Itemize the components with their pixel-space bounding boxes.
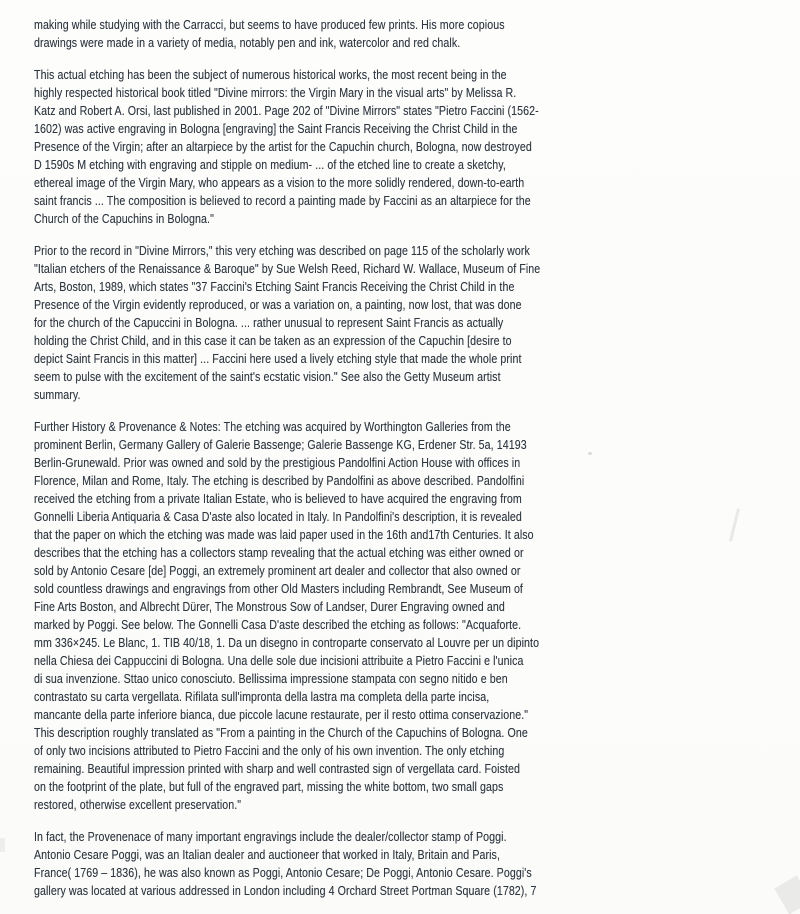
scan-artifact	[729, 508, 740, 542]
text-line: Prior to the record in "Divine Mirrors," this very etching was described on page 115 of the scholarly work	[34, 243, 530, 258]
text-line: Berlin-Grunewald. Prior was owned and sold by the prestigious Pandolfini Action House with offices in	[34, 455, 521, 470]
text-line: Further History & Provenance & Notes: The etching was acquired by Worthington Galleries from the	[34, 419, 511, 434]
paragraph	[34, 418, 594, 814]
text-line: on the footprint of the plate, but full of the engraved part, missing the white bottom, two small gaps	[34, 779, 504, 794]
text-line: D 1590s M etching with engraving and stipple on medium- ... of the etched line to create a sketchy,	[34, 157, 506, 172]
paragraph	[34, 242, 594, 404]
paragraph	[34, 66, 594, 228]
text-line: Presence of the Virgin; after an altarpiece by the artist for the Capuchin church, Bologna, now destroyed	[34, 139, 532, 154]
text-line: depict Saint Francis in this matter] ... Faccini here used a lively etching style that made the whole print	[34, 351, 522, 366]
text-line: making while studying with the Carracci, but seems to have produced few prints. His more copious	[34, 17, 505, 32]
text-line: of only two incisions attributed to Pietro Faccini and the only of his own invention. The only etching	[34, 743, 505, 758]
text-line: "Italian etchers of the Renaissance & Baroque" by Sue Welsh Reed, Richard W. Wallace, Museum of Fine	[34, 261, 541, 276]
text-line: highly respected historical book titled "Divine mirrors: the Virgin Mary in the visual arts" by Melissa R.	[34, 85, 517, 100]
text-line: holding the Christ Child, and in this case it can be taken as an expression of the Capuchin [desire to	[34, 333, 512, 348]
text-line: Church of the Capuchins in Bologna."	[34, 211, 214, 226]
text-line: contrastato su carta vergellata. Rifilata sull'impronta della lastra ma completa della parte incisa,	[34, 689, 490, 704]
page-text	[34, 16, 594, 914]
text-line: summary.	[34, 387, 81, 402]
text-line: mancante della parte inferiore bianca, due piccole lacune restaurate, per il resto ottima conservazione."	[34, 707, 529, 722]
text-line: Presence of the Virgin evidently reproduced, or was a variation on, a painting, now lost, that was done	[34, 297, 522, 312]
paragraph	[34, 828, 594, 900]
scan-artifact	[0, 838, 5, 852]
text-line: di sua invenzione. Sttao unico conosciuto. Bellissima impressione stampata con segno nitido e ben	[34, 671, 508, 686]
text-line: received the etching from a private Italian Estate, who is believed to have acquired the engraving from	[34, 491, 522, 506]
text-line: Gonnelli Liberia Antiquaria & Casa D'aste also located in Italy. In Pandolfini's description, it is revealed	[34, 509, 522, 524]
text-line: that the paper on which the etching was made was laid paper used in the 16th and17th Centuries. It also	[34, 527, 534, 542]
text-line: restored, otherwise excellent preservation."	[34, 797, 242, 812]
text-line: Katz and Robert A. Orsi, last published in 2001. Page 202 of "Divine Mirrors" states "Pietro Faccini (1562-	[34, 103, 539, 118]
paragraph	[34, 16, 594, 52]
text-line: Florence, Milan and Rome, Italy. The etching is described by Pandolfini as above described. Pandolfini	[34, 473, 525, 488]
text-line: sold countless drawings and engravings from other Old Masters including Rembrandt, See Museum of	[34, 581, 523, 596]
text-line: describes that the etching has a collectors stamp revealing that the actual etching was either owned or	[34, 545, 524, 560]
text-line: ethereal image of the Virgin Mary, who appears as a vision to the more solidly rendered, down-to-earth	[34, 175, 525, 190]
text-line: mm 336×245. Le Blanc, 1. TIB 40/18, 1. Da un disegno in controparte conservato al Louvre per un dipinto	[34, 635, 540, 650]
text-line: In fact, the Provenenace of many important engravings include the dealer/collector stamp of Poggi.	[34, 829, 507, 844]
text-line: gallery was located at various addressed in London including 4 Orchard Street Portman Square (1782), 7	[34, 883, 537, 898]
text-line: Arts, Boston, 1989, which states "37 Faccini's Etching Saint Francis Receiving the Christ Child in the	[34, 279, 515, 294]
text-line: Fine Arts Boston, and Albrecht Dürer, The Monstrous Sow of Landser, Durer Engraving owned and	[34, 599, 505, 614]
text-line: remaining. Beautiful impression printed with sharp and well contrasted sign of vergellata card. Foisted	[34, 761, 520, 776]
text-line: nella Chiesa dei Cappuccini di Bologna. Una delle sole due incisioni attribuite a Pietro Faccini e l'unica	[34, 653, 524, 668]
text-line: prominent Berlin, Germany Gallery of Galerie Bassenge; Galerie Bassenge KG, Erdener Str. 5a, 14193	[34, 437, 527, 452]
text-line: for the church of the Capuccini in Bologna. ... rather unusual to represent Saint Francis as actually	[34, 315, 504, 330]
scan-artifact	[774, 876, 800, 914]
text-line: seem to pulse with the excitement of the saint's ecstatic vision." See also the Getty Museum artist	[34, 369, 501, 384]
text-line: This description roughly translated as "From a painting in the Church of the Capuchins of Bologna. One	[34, 725, 528, 740]
text-line: 1602) was active engraving in Bologna [engraving] the Saint Francis Receiving the Christ Child in the	[34, 121, 518, 136]
text-line: drawings were made in a variety of media, notably pen and ink, watercolor and red chalk.	[34, 35, 461, 50]
text-line: saint francis ... The composition is believed to record a painting made by Faccini as an altarpiece for the	[34, 193, 531, 208]
text-line: sold by Antonio Cesare [de] Poggi, an extremely prominent art dealer and collector that also owned or	[34, 563, 521, 578]
text-line: France( 1769 – 1836), he was also known as Poggi, Antonio Cesare; De Poggi, Antonio Cesare. Poggi's	[34, 865, 532, 880]
text-line: This actual etching has been the subject of numerous historical works, the most recent being in the	[34, 67, 507, 82]
text-line: Antonio Cesare Poggi, was an Italian dealer and auctioneer that worked in Italy, Britain and Paris,	[34, 847, 500, 862]
text-line: marked by Poggi. See below. The Gonnelli Casa D'aste described the etching as follows: "Acquaforte.	[34, 617, 522, 632]
